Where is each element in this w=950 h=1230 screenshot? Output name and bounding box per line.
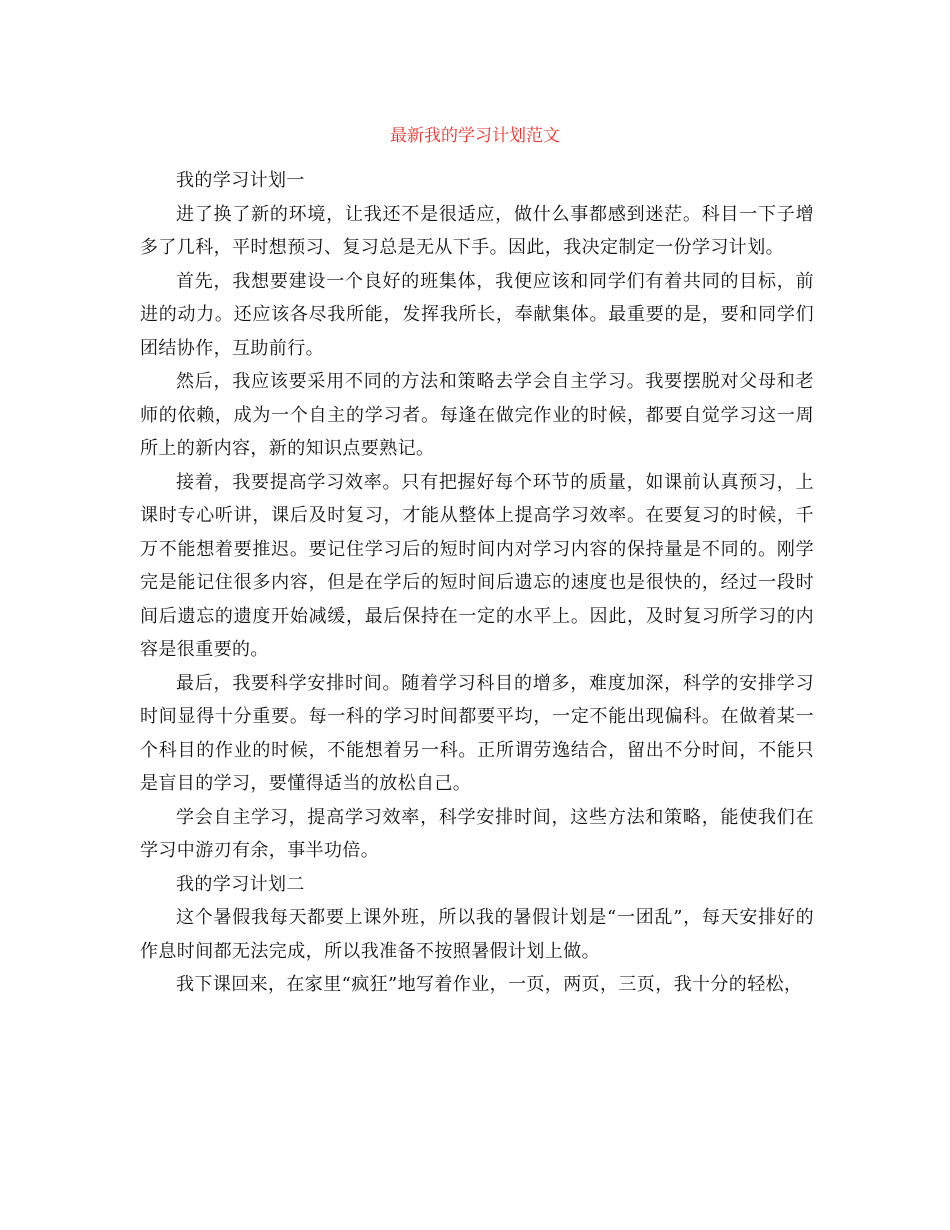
paragraph: 首先，我想要建设一个良好的班集体，我便应该和同学们有着共同的目标，前进的动力。还应该各尽我所能，发挥我所长，奉献集体。最重要的是，要和同学们团结协作，互助前行。: [140, 270, 814, 359]
paragraph: 学会自主学习，提高学习效率，科学安排时间，这些方法和策略，能使我们在学习中游刃有余，事半功倍。: [140, 806, 814, 861]
section-heading: 我的学习计划一: [176, 170, 305, 191]
paragraph: 接着，我要提高学习效率。只有把握好每个环节的质量，如课前认真预习，上课时专心听讲，课后及时复习，才能从整体上提高学习效率。在要复习的时候，千万不能想着要推迟。要记住学习后的短时间内对学习内容的保持量是不同的。刚学完是能记住很多内容，但是在学后的短时间后遗忘的速度也是很快的，经过一段时间后遗忘的遗度开始减缓，最后保持在一定的水平上。因此，及时复习所学习的内容是很重要的。: [140, 471, 814, 660]
document-body: [140, 164, 814, 1002]
paragraph: 这个暑假我每天都要上课外班，所以我的暑假计划是“一团乱”，每天安排好的作息时间都无法完成，所以我准备不按照暑假计划上做。: [140, 907, 814, 962]
paragraph: 最后，我要科学安排时间。随着学习科目的增多，难度加深，科学的安排学习时间显得十分重要。每一科的学习时间都要平均，一定不能出现偏科。在做着某一个科目的作业的时候，不能想着另一科。正所谓劳逸结合，留出不分时间，不能只是盲目的学习，要懂得适当的放松自己。: [140, 672, 814, 794]
document-title: 最新我的学习计划范文: [390, 126, 560, 146]
paragraph: 然后，我应该要采用不同的方法和策略去学会自主学习。我要摆脱对父母和老师的依赖，成为一个自主的学习者。每逢在做完作业的时候，都要自觉学习这一周所上的新内容，新的知识点要熟记。: [140, 371, 814, 459]
paragraph: 我下课回来，在家里“疯狂”地写着作业，一页，两页，三页，我十分的轻松，: [176, 974, 803, 995]
section-heading: 我的学习计划二: [176, 873, 305, 895]
paragraph: 进了换了新的环境，让我还不是很适应，做什么事都感到迷茫。科目一下子增多了几科，平时想预习、复习总是无从下手。因此，我决定制定一份学习计划。: [140, 203, 814, 258]
